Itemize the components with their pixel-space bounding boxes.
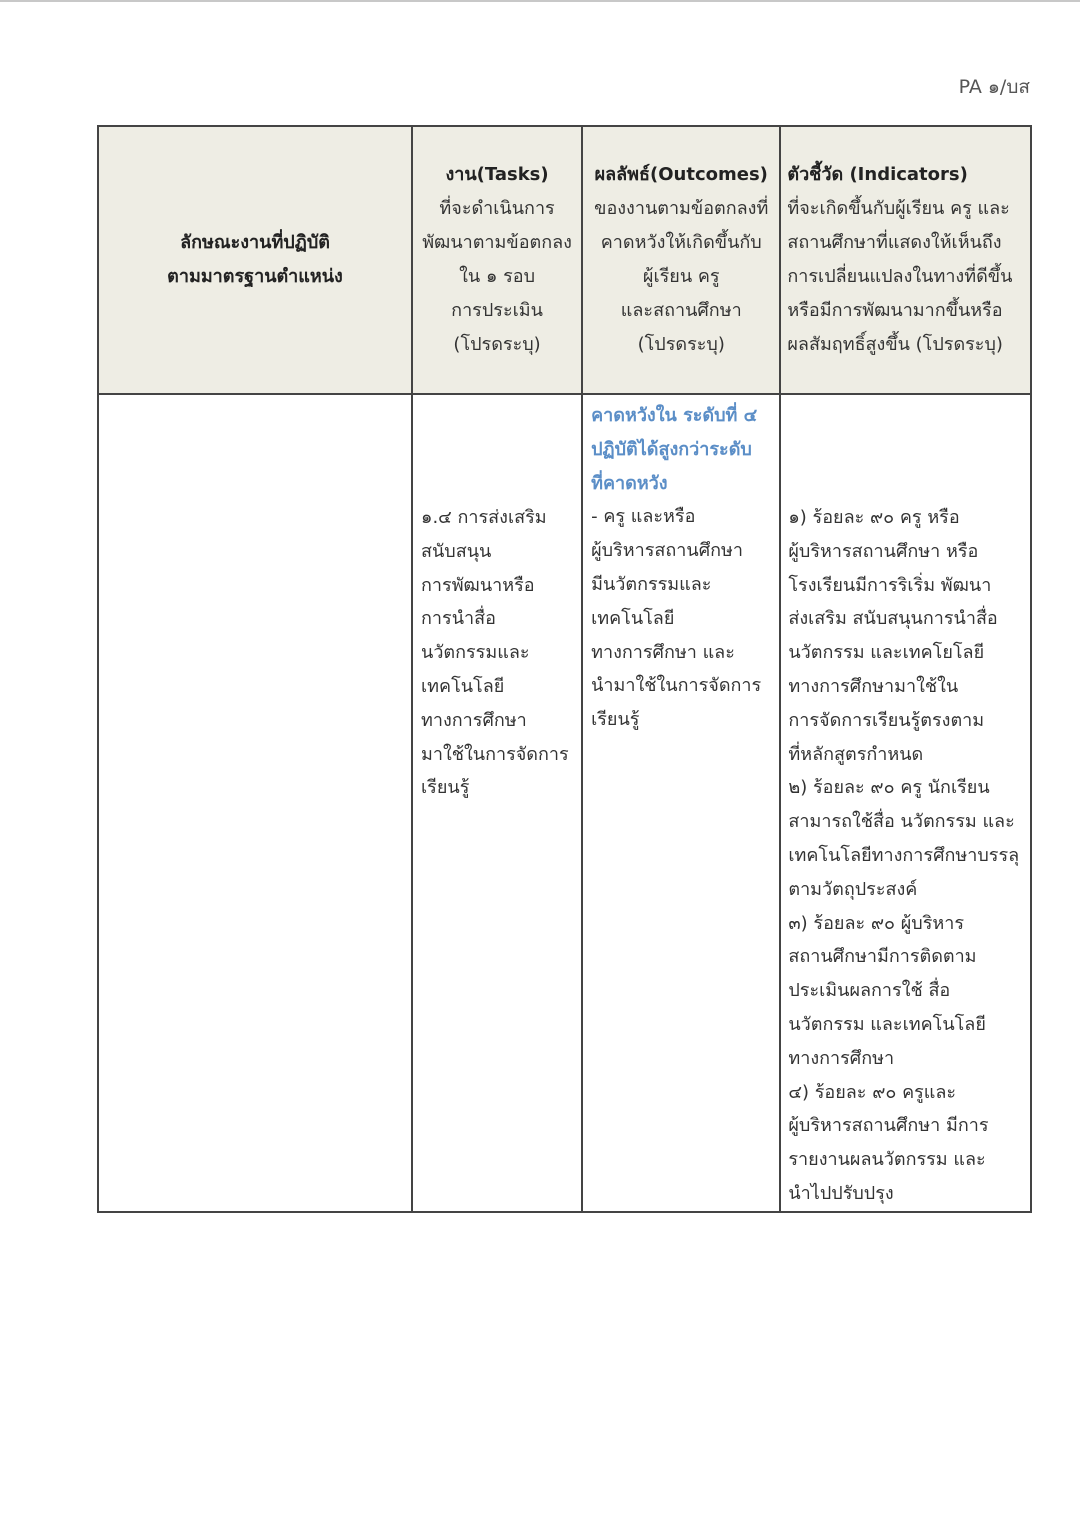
outcome-line: มีนวัตกรรมและ — [591, 573, 712, 595]
table-row — [98, 394, 1031, 1212]
task-line: ทางการศึกษา — [421, 709, 527, 731]
header-line: ใน ๑ รอบ — [459, 266, 535, 287]
indicator-line: โรงเรียนมีการริเริ่ม พัฒนา — [788, 574, 992, 596]
indicator-line: ๓) ร้อยละ ๙๐ ผู้บริหาร — [788, 912, 965, 934]
document-code: PA ๑/บส — [958, 76, 1030, 98]
header-line: ที่จะดำเนินการ — [439, 198, 555, 219]
outcome-line: เทคโนโลยี — [591, 607, 675, 629]
header-title: ตัวชี้วัด (Indicators) — [787, 164, 968, 185]
indicator-line: ทางการศึกษามาใช้ใน — [788, 675, 959, 697]
task-line: เรียนรู้ — [421, 777, 470, 799]
indicator-line: ทางการศึกษา — [788, 1047, 895, 1069]
indicator-line: ผู้บริหารสถานศึกษา หรือ — [788, 540, 979, 562]
outcome-highlight-line: ที่คาดหวัง — [591, 472, 668, 494]
header-line: สถานศึกษาที่แสดงให้เห็นถึง — [787, 232, 1002, 253]
header-indicators — [780, 126, 1031, 394]
indicator-line: การจัดการเรียนรู้ตรงตาม — [788, 709, 985, 731]
outcome-line: ทางการศึกษา และ — [591, 641, 735, 663]
cell-tasks — [412, 394, 582, 1212]
cell-outcomes — [582, 394, 780, 1212]
indicator-line: ประเมินผลการใช้ สื่อ — [788, 980, 951, 1002]
header-line: ของงานตามข้อตกลงที่ — [594, 198, 769, 219]
top-border-line — [0, 0, 1080, 2]
task-line: เทคโนโลยี — [421, 675, 505, 697]
header-line: คาดหวังให้เกิดขึ้นกับ — [600, 232, 762, 253]
task-line: การพัฒนาหรือ — [421, 574, 535, 596]
header-line: ผลสัมฤทธิ์สูงขึ้น (โปรดระบุ) — [787, 334, 1003, 355]
indicator-line: ๒) ร้อยละ ๙๐ ครู นักเรียน — [788, 777, 990, 799]
indicator-line: รายงานผลนวัตกรรม และ — [788, 1149, 986, 1171]
outcome-line: - ครู และหรือ — [591, 506, 696, 528]
header-line: ลักษณะงานที่ปฏิบัติ — [180, 232, 330, 253]
performance-agreement-table — [97, 125, 1032, 1213]
indicator-line: นวัตกรรม และเทคโนโลยี — [788, 1013, 986, 1035]
indicator-line: ส่งเสริม สนับสนุนการนำสื่อ — [788, 608, 998, 630]
outcome-highlight-line: ปฏิบัติได้สูงกว่าระดับ — [591, 438, 752, 460]
header-line: (โปรดระบุ) — [637, 334, 725, 355]
outcome-highlight-line: คาดหวังใน ระดับที่ ๔ — [591, 405, 758, 426]
indicator-line: ๔) ร้อยละ ๙๐ ครูและ — [788, 1081, 957, 1103]
indicator-line: ที่หลักสูตรกำหนด — [788, 743, 924, 765]
header-line: การเปลี่ยนแปลงในทางที่ดีขึ้น — [787, 266, 1013, 287]
indicator-line: นวัตกรรม และเทคโยโลยี — [788, 642, 985, 664]
indicator-line: ตามวัตถุประสงค์ — [788, 878, 918, 900]
indicator-line: ๑) ร้อยละ ๙๐ ครู หรือ — [788, 507, 960, 528]
indicator-line: นำไปปรับปรุง — [788, 1182, 894, 1204]
header-line: (โปรดระบุ) — [453, 334, 541, 355]
indicator-line: เทคโนโลยีทางการศึกษาบรรลุ — [788, 844, 1020, 866]
table-header-row — [98, 126, 1031, 394]
task-line: มาใช้ในการจัดการ — [421, 743, 569, 765]
outcome-line: นำมาใช้ในการจัดการ — [591, 675, 762, 697]
task-line: ๑.๔ การส่งเสริม — [421, 507, 547, 528]
indicator-line: ผู้บริหารสถานศึกษา มีการ — [788, 1115, 989, 1137]
task-line: สนับสนุน — [421, 540, 492, 562]
header-line: ผู้เรียน ครู — [642, 266, 720, 287]
header-title: งาน(Tasks) — [445, 164, 549, 185]
outcome-line: ผู้บริหารสถานศึกษา — [591, 540, 743, 562]
header-line: หรือมีการพัฒนามากขึ้นหรือ — [787, 300, 1003, 321]
header-tasks — [412, 126, 582, 394]
cell-indicators — [780, 394, 1031, 1212]
header-outcomes — [582, 126, 780, 394]
task-line: นวัตกรรมและ — [421, 642, 530, 664]
indicator-line: สถานศึกษามีการติดตาม — [788, 946, 977, 968]
header-line: และสถานศึกษา — [620, 300, 742, 321]
indicator-line: สามารถใช้สื่อ นวัตกรรม และ — [788, 811, 1015, 833]
header-title: ผลลัพธ์(Outcomes) — [594, 164, 768, 185]
header-line: ตามมาตรฐานตำแหน่ง — [167, 266, 343, 287]
outcome-line: เรียนรู้ — [591, 709, 640, 731]
task-line: การนำสื่อ — [421, 608, 496, 630]
header-job-characteristics — [98, 126, 412, 394]
header-line: ที่จะเกิดขึ้นกับผู้เรียน ครู และ — [787, 198, 1010, 219]
header-line: พัฒนาตามข้อตกลง — [422, 232, 572, 253]
header-line: การประเมิน — [451, 300, 543, 321]
cell-job-characteristics — [98, 394, 412, 1212]
